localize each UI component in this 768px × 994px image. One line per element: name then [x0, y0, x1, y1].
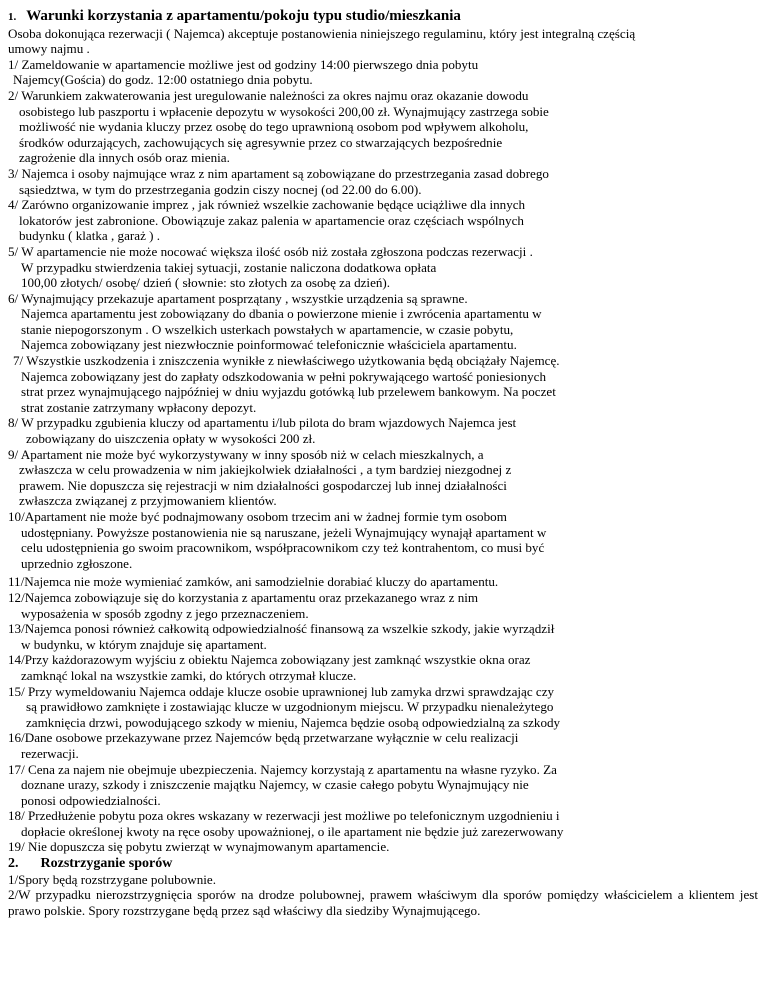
regulation-line: 15/ Przy wymeldowaniu Najemca oddaje klucze osobie uprawnionej lub zamyka drzwi sprawdzając czy — [8, 683, 555, 699]
regulation-line: 14/Przy każdorazowym wyjściu z obiektu Najemca zobowiązany jest zamknąć wszystkie okna oraz — [8, 652, 531, 668]
regulation-line: zwłaszcza związanej z przyjmowaniem klientów. — [19, 493, 277, 509]
regulation-line: rezerwacji. — [21, 745, 79, 761]
regulation-line: 7/ Wszystkie uszkodzenia i zniszczenia wynikłe z niewłaściwego użytkowania będą obciążały Najemcę. — [13, 353, 560, 369]
regulation-line: 17/ Cena za najem nie obejmuje ubezpieczenia. Najemcy korzystają z apartamentu na własne ryzyko. Za — [8, 761, 557, 777]
regulation-line: zamknięcia drzwi, powodującego szkody w mieniu, Najemca będzie osobą odpowiedzialną za szkody — [26, 714, 561, 730]
section-2-heading — [8, 855, 758, 872]
regulation-line: 2/ Warunkiem zakwaterowania jest uregulowanie należności za okres najmu oraz okazanie dowodu — [8, 87, 529, 103]
regulation-line: umowy najmu . — [8, 41, 90, 57]
regulation-line: zwłaszcza w celu prowadzenia w nim jakiejkolwiek działalności , a tym bardziej niezgodnej z — [19, 462, 512, 478]
regulation-line: ponosi odpowiedzialności. — [21, 792, 161, 808]
regulation-line: stanie niepogorszonym . O wszelkich usterkach powstałych w apartamencie, w czasie pobytu, — [21, 321, 514, 337]
regulation-line: W przypadku stwierdzenia takiej sytuacji, zostanie naliczona dodatkowa opłata — [21, 259, 437, 275]
regulation-line: zagrożenie dla innych osób oraz mienia. — [19, 150, 230, 166]
regulation-line: prawem. Nie dopuszcza się rejestracji w nim działalności gospodarczej lub innej działalności — [19, 477, 507, 493]
regulation-line: udostępniany. Powyższe postanowienia nie są naruszane, jeżeli Wynajmujący wynajął apartament w — [21, 524, 547, 540]
regulation-line: celu udostępnienia go swoim pracownikom, współpracownikom czy też kontrahentom, co musi być — [21, 540, 545, 556]
section-1-title: Warunki korzystania z apartamentu/pokoju typu studio/mieszkania — [26, 8, 461, 24]
regulation-line: budynku ( klatka , garaż ) . — [19, 228, 161, 244]
regulation-line: środków odurzających, zachowujących się agresywnie przez co stwarzających bezpośrednie — [19, 134, 503, 150]
regulation-line: doznane urazy, szkody i zniszczenie majątku Najemcy, w czasie całego pobytu Wynajmujący nie — [21, 777, 529, 793]
regulation-line: Najemca apartamentu jest zobowiązany do dbania o powierzone mienie i zwrócenia apartamentu w — [21, 306, 542, 322]
regulation-line: osobistego lub paszportu i wpłacenie depozytu w wysokości 200,00 zł. Wynajmujący zastrzega sobie — [19, 103, 549, 119]
regulation-line: lokatorów jest zabronione. Obowiązuje zakaz palenia w apartamencie oraz częściach wspólnych — [19, 212, 524, 228]
regulation-line: 10/Apartament nie może być podnajmowany osobom trzecim ani w żadnej formie tym osobom — [8, 509, 507, 524]
section-1-heading — [8, 8, 758, 26]
regulation-line: w budynku, w którym znajduje się apartament. — [21, 636, 267, 652]
regulation-line: 1/ Zameldowanie w apartamencie możliwe jest od godziny 14:00 pierwszego dnia pobytu — [8, 56, 479, 72]
regulation-line: wyposażenia w sposób zgodny z jego przeznaczeniem. — [21, 605, 309, 621]
section-2-paragraph-2: 2/W przypadku nierozstrzygnięcia sporów na drodze polubownej, prawem właściwym dla sporów pomiędzy właścicielem a klientem jest prawo polskie. Spory rozstrzygane będą przez sąd właściwy dla siedziby Wynajmującego. — [8, 887, 758, 918]
section-1-number: 1. — [8, 11, 17, 23]
regulation-line: 19/ Nie dopuszcza się pobytu zwierząt w wynajmowanym apartamencie. — [8, 839, 390, 855]
regulation-line: Najemca zobowiązany jest do zapłaty odszkodowania w pełni pokrywającego wartość poniesionych — [21, 368, 547, 384]
regulation-line: 12/Najemca zobowiązuje się do korzystania z apartamentu oraz przekazanego wraz z nim — [8, 589, 479, 605]
regulation-line: 13/Najemca ponosi również całkowitą odpowiedzialność finansową za wszelkie szkody, jakie wyrządził — [8, 621, 555, 637]
section-2-title: Rozstrzyganie sporów — [40, 856, 173, 872]
regulation-line: dopłacie określonej kwoty na ręce osoby upoważnionej, o ile apartament nie będzie już zarezerwowany — [21, 823, 564, 839]
regulation-line: strat przez wynajmującego najpóźniej w dniu wyjazdu gotówką lub przelewem bankowym. Na poczet — [21, 384, 556, 400]
regulation-line: Najemcy(Gościa) do godz. 12:00 ostatniego dnia pobytu. — [13, 72, 313, 88]
section-2-number: 2. — [8, 856, 19, 872]
regulation-line: strat zostanie zatrzymany wpłacony depozyt. — [21, 399, 257, 415]
regulation-line: uprzednio zgłoszone. — [21, 555, 133, 571]
regulation-line: 11/Najemca nie może wymieniać zamków, ani samodzielnie dorabiać kluczy do apartamentu. — [8, 574, 499, 590]
regulation-line: 8/ W przypadku zgubienia kluczy od apartamentu i/lub pilota do bram wjazdowych Najemca jest — [8, 415, 517, 431]
regulation-line: 18/ Przedłużenie pobytu poza okres wskazany w rezerwacji jest możliwe po telefonicznym uzgodnieniu i — [8, 808, 560, 824]
regulation-line: 6/ Wynajmujący przekazuje apartament posprzątany , wszystkie urządzenia są sprawne. — [8, 290, 468, 306]
section-1-body — [8, 26, 758, 855]
section-2-paragraph-1: 1/Spory będą rozstrzygane polubownie. — [8, 871, 216, 887]
regulation-line: zamknąć lokal na wszystkie zamki, do których otrzymał klucze. — [21, 667, 357, 683]
regulation-line: są prawidłowo zamknięte i zostawiając klucze w uzgodnionym miejscu. W przypadku nienależytego — [26, 699, 554, 715]
regulation-line: możliwość nie wydania kluczy przez osobę do tego uprawnioną osobom pod wpływem alkoholu, — [19, 119, 529, 135]
regulation-line: Osoba dokonująca rezerwacji ( Najemca) akceptuje postanowienia niniejszego regulaminu, który jest integralną częścią — [8, 25, 636, 41]
regulation-line: 9/ Apartament nie może być wykorzystywany w inny sposób niż w celach mieszkalnych, a — [8, 446, 484, 462]
regulation-line: zobowiązany do uiszczenia opłaty w wysokości 200 zł. — [26, 431, 316, 447]
regulation-line: sąsiedztwa, w tym do przestrzegania godzin ciszy nocnej (od 22.00 do 6.00). — [19, 181, 422, 197]
regulation-line: 16/Dane osobowe przekazywane przez Najemców będą przetwarzane wyłącznie w celu realizacji — [8, 730, 519, 746]
regulation-line: 3/ Najemca i osoby najmujące wraz z nim apartament są zobowiązane do przestrzegania zasad dobrego — [8, 165, 549, 181]
regulation-line: 5/ W apartamencie nie może nocować większa ilość osób niż została zgłoszona podczas rezerwacji . — [8, 243, 533, 259]
regulation-line: 100,00 złotych/ osobę/ dzień ( słownie: sto złotych za osobę za dzień). — [21, 275, 391, 291]
regulation-line: Najemca zobowiązany jest niezwłocznie poinformować telefonicznie właściciela apartamentu. — [21, 337, 517, 353]
regulation-line: 4/ Zarówno organizowanie imprez , jak również wszelkie zachowanie będące uciążliwe dla innych — [8, 197, 526, 213]
